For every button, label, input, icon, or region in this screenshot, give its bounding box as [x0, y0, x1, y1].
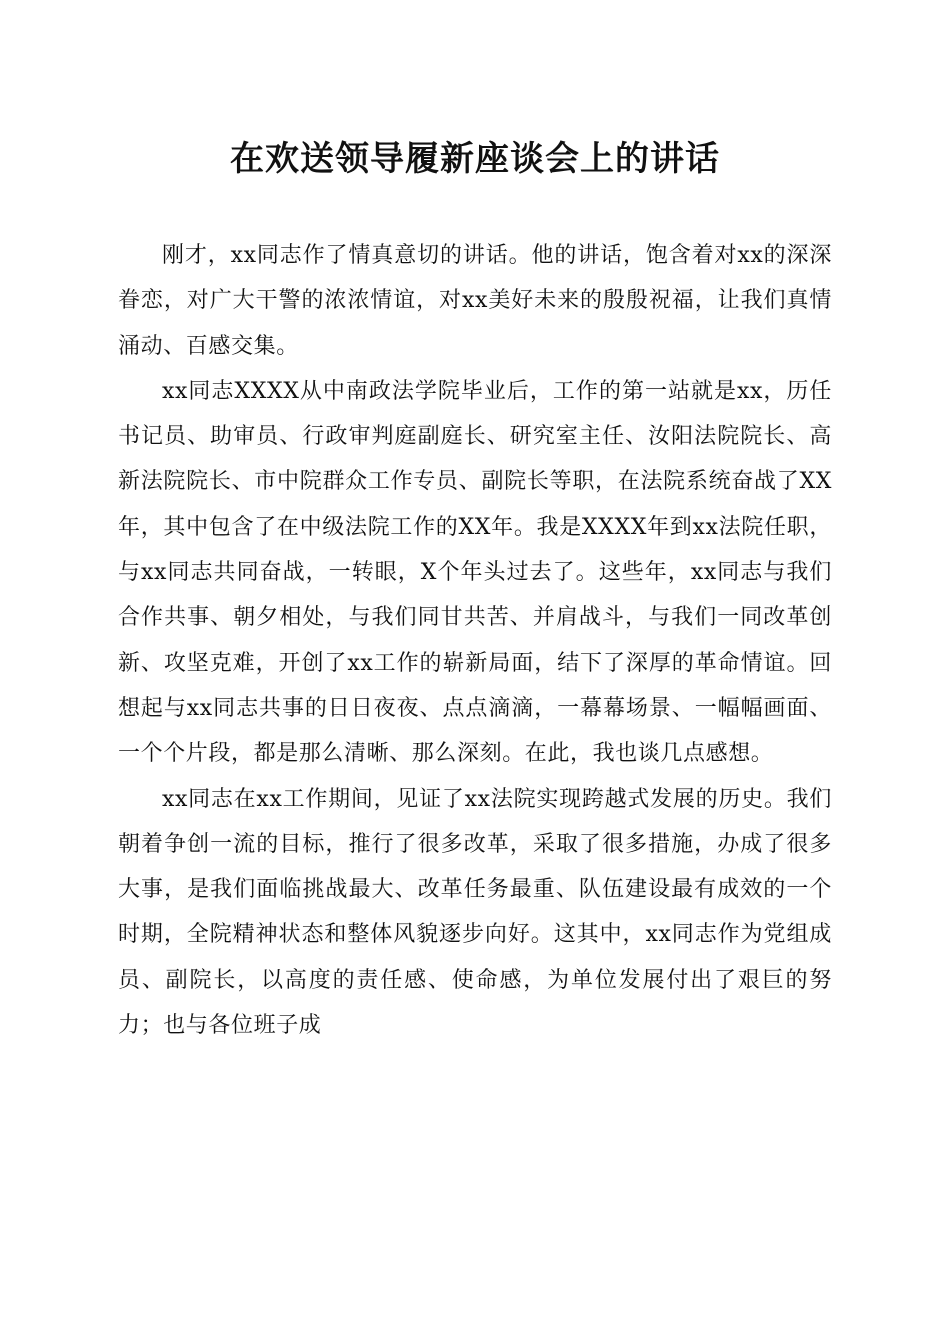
paragraph-2: xx同志XXXX从中南政法学院毕业后，工作的第一站就是xx，历任书记员、助审员、行政审判庭副庭长、研究室主任、汝阳法院院长、高新法院院长、市中院群众工作专员、副院长等职，在法院系统奋战了XX年，其中包含了在中级法院工作的XX年。我是XXXX年到xx法院任职，与xx同志共同奋战，一转眼，X个年头过去了。这些年，xx同志与我们合作共事、朝夕相处，与我们同甘共苦、并肩战斗，与我们一同改革创新、攻坚克难，开创了xx工作的崭新局面，结下了深厚的革命情谊。回想起与xx同志共事的日日夜夜、点点滴滴，一幕幕场景、一幅幅画面、一个个片段，都是那么清晰、那么深刻。在此，我也谈几点感想。	[118, 378, 832, 767]
document-title: 在欢送领导履新座谈会上的讲话	[230, 139, 720, 179]
document-body	[118, 233, 832, 1048]
paragraph-3: xx同志在xx工作期间，见证了xx法院实现跨越式发展的历史。我们朝着争创一流的目标，推行了很多改革，采取了很多措施，办成了很多大事，是我们面临挑战最大、改革任务最重、队伍建设最有成效的一个时期，全院精神状态和整体风貌逐步向好。这其中，xx同志作为党组成员、副院长，以高度的责任感、使命感，为单位发展付出了艰巨的努力；也与各位班子成	[118, 786, 832, 1039]
paragraph-1: 刚才，xx同志作了情真意切的讲话。他的讲话，饱含着对xx的深深眷恋，对广大干警的浓浓情谊，对xx美好未来的殷殷祝福，让我们真情涌动、百感交集。	[118, 243, 832, 359]
